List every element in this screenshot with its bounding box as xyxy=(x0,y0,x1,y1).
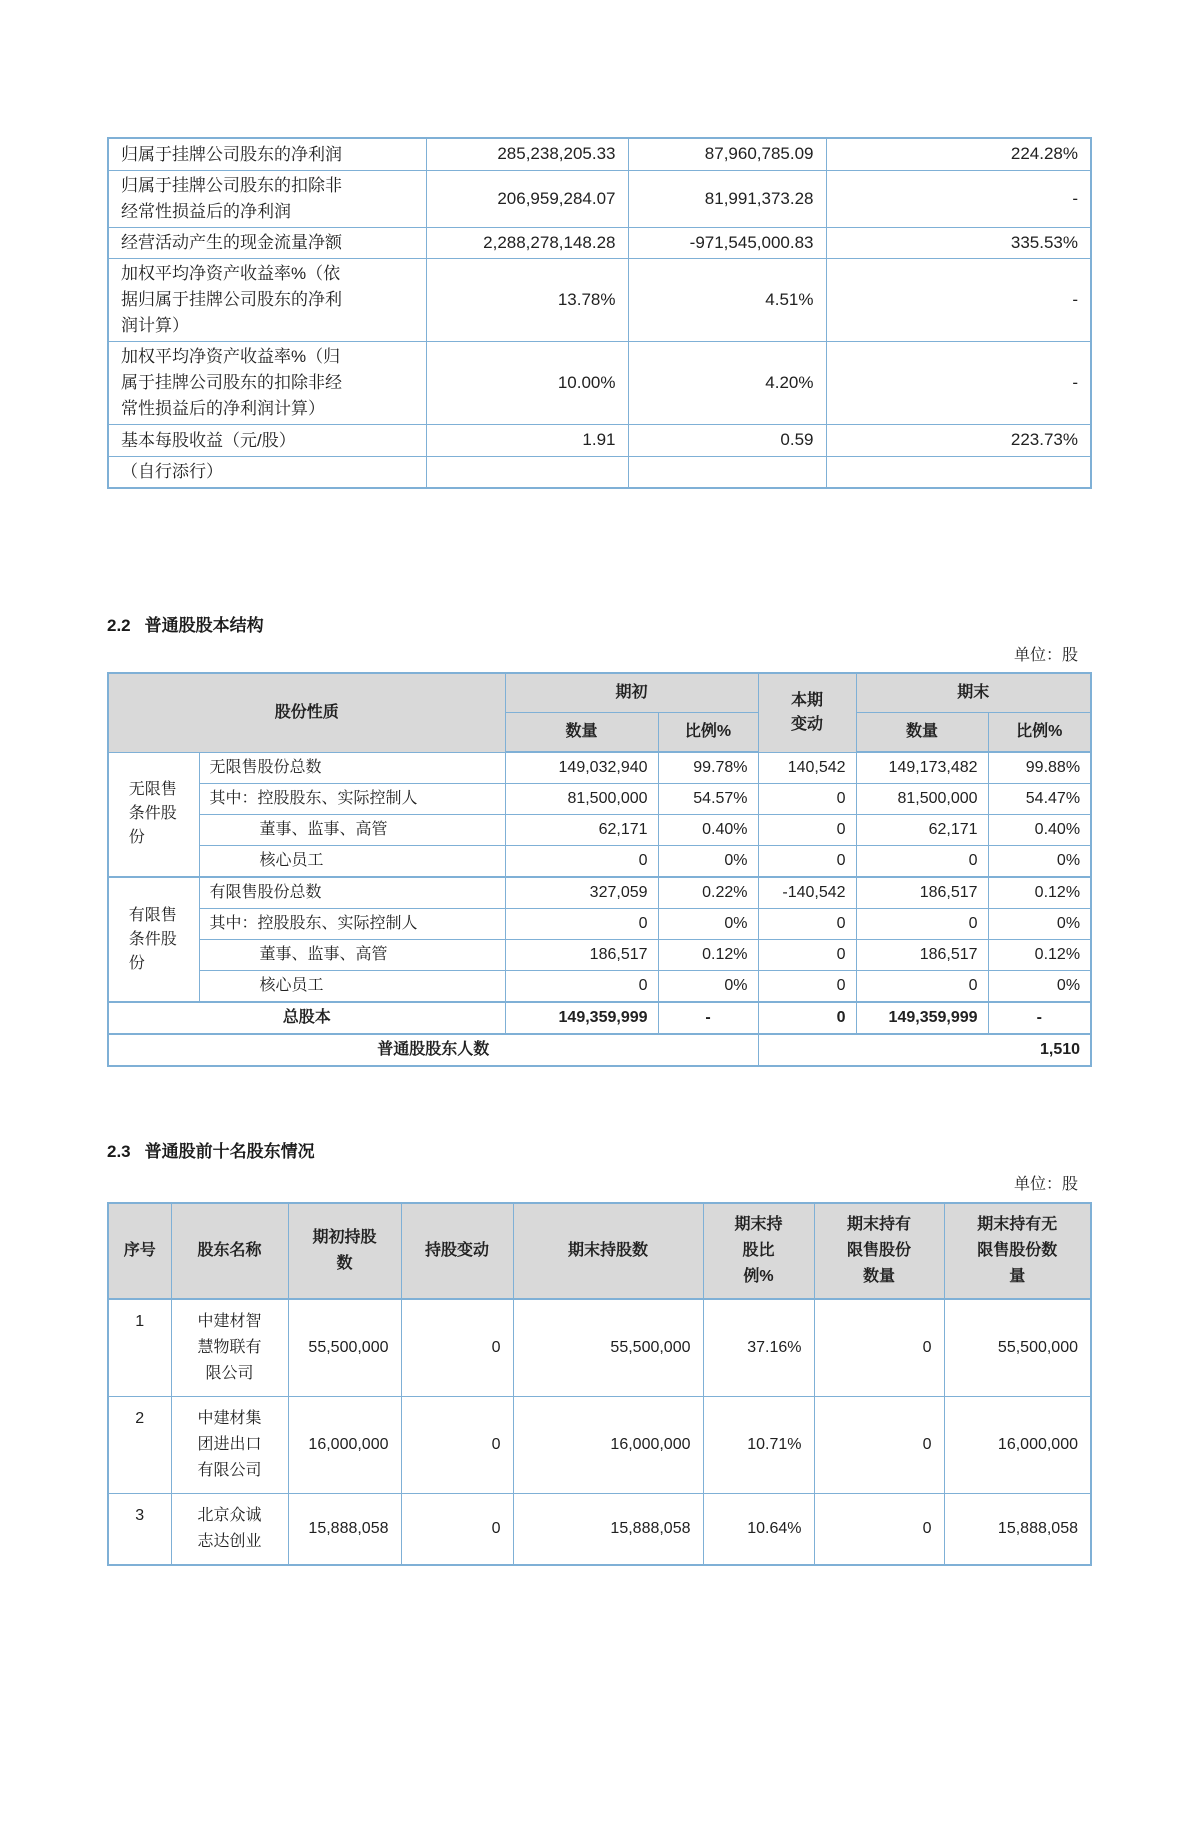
unit-note: 单位：股 xyxy=(1013,1176,1078,1194)
table-row xyxy=(108,170,1091,227)
header-shareholder-name: 股东名称 xyxy=(171,1203,288,1299)
table-row xyxy=(108,456,1091,488)
header-period-end: 期末 xyxy=(856,673,1091,713)
group-label: 有限售条件股份 xyxy=(128,906,177,972)
table-row xyxy=(108,259,1091,342)
value-cell: 55,500,000 xyxy=(944,1299,1091,1397)
header-final-pct xyxy=(703,1203,814,1299)
total-row xyxy=(108,1002,1091,1034)
metric-label: 经营活动产生的现金流量净额 xyxy=(121,233,342,253)
header-restricted-shares xyxy=(814,1203,944,1299)
value-cell: -140,542 xyxy=(758,877,856,909)
value-cell: - xyxy=(658,1002,758,1034)
value-cell: 0 xyxy=(758,846,856,878)
metric-label: 归属于挂牌公司股东的扣除非经常性损益后的净利润 xyxy=(121,175,342,221)
value-cell: 0.12% xyxy=(988,940,1091,971)
table-row xyxy=(108,815,1091,846)
metric-label: 归属于挂牌公司股东的净利润 xyxy=(121,144,342,164)
value-cell: 55,500,000 xyxy=(288,1299,401,1397)
value-cell: 10.71% xyxy=(703,1397,814,1494)
value-cell: 0 xyxy=(758,784,856,815)
value-cell: 0 xyxy=(505,971,658,1003)
value-cell: 0.22% xyxy=(658,877,758,909)
header-pct: 比例% xyxy=(658,713,758,753)
value-cell: 0 xyxy=(814,1397,944,1494)
metric-label-cell xyxy=(108,425,426,457)
value-cell: 0.12% xyxy=(658,940,758,971)
table-row xyxy=(108,940,1091,971)
table-row xyxy=(108,425,1091,457)
metric-label: 加权平均净资产收益率%（依据归属于挂牌公司股东的净利润计算） xyxy=(121,264,342,336)
value-cell: 16,000,000 xyxy=(513,1397,703,1494)
value-cell: 16,000,000 xyxy=(944,1397,1091,1494)
header-index: 序号 xyxy=(108,1203,171,1299)
value-cell: 0 xyxy=(856,846,988,878)
value-cell: 186,517 xyxy=(856,940,988,971)
value-cell: 0 xyxy=(758,909,856,940)
value-cell xyxy=(826,456,1091,488)
section-title: 普通股股本结构 xyxy=(144,616,264,636)
share-structure-table xyxy=(107,672,1092,1067)
top-shareholders-table xyxy=(107,1202,1092,1566)
header-final-shares: 期末持股数 xyxy=(513,1203,703,1299)
shareholder-name: 中建材集团进出口有限公司 xyxy=(197,1410,262,1480)
table-row xyxy=(108,971,1091,1003)
value-cell: 1.91 xyxy=(426,425,628,457)
metric-label: 加权平均净资产收益率%（归属于挂牌公司股东的扣除非经常性损益后的净利润计算） xyxy=(121,347,342,419)
metric-label: 基本每股收益（元/股） xyxy=(121,430,296,450)
value-cell: 99.78% xyxy=(658,752,758,784)
value-cell: 0 xyxy=(401,1397,513,1494)
value-cell: 149,359,999 xyxy=(505,1002,658,1034)
value-cell: 0% xyxy=(988,846,1091,878)
metric-label-cell xyxy=(108,259,426,342)
value-cell: 54.47% xyxy=(988,784,1091,815)
value-cell: 13.78% xyxy=(426,259,628,342)
index-cell: 1 xyxy=(108,1299,171,1397)
value-cell: - xyxy=(826,170,1091,227)
metric-label-cell xyxy=(108,456,426,488)
value-cell: 0.59 xyxy=(628,425,826,457)
value-cell: 55,500,000 xyxy=(513,1299,703,1397)
group-unrestricted-cell xyxy=(108,752,199,877)
header-period-begin: 期初 xyxy=(505,673,758,713)
group-label: 无限售条件股份 xyxy=(128,781,177,847)
header-pct: 比例% xyxy=(988,713,1091,753)
value-cell: 2,288,278,148.28 xyxy=(426,227,628,259)
header-share-nature: 股份性质 xyxy=(108,673,505,752)
value-cell: 327,059 xyxy=(505,877,658,909)
row-label-cell: 董事、监事、高管 xyxy=(199,815,505,846)
value-cell: 0 xyxy=(814,1299,944,1397)
header-initial-shares-label: 期初持股数 xyxy=(312,1229,377,1273)
value-cell: 285,238,205.33 xyxy=(426,138,628,170)
value-cell: 10.00% xyxy=(426,342,628,425)
value-cell: - xyxy=(988,1002,1091,1034)
value-cell: 0 xyxy=(401,1299,513,1397)
metric-label-cell xyxy=(108,227,426,259)
value-cell: 0.12% xyxy=(988,877,1091,909)
shareholder-name: 北京众诚志达创业 xyxy=(197,1507,262,1551)
table-row xyxy=(108,227,1091,259)
value-cell: 15,888,058 xyxy=(944,1494,1091,1566)
value-cell: 224.28% xyxy=(826,138,1091,170)
value-cell: 16,000,000 xyxy=(288,1397,401,1494)
index-cell: 3 xyxy=(108,1494,171,1566)
header-final-pct-label: 期末持股比例% xyxy=(734,1216,783,1286)
value-cell: 0% xyxy=(658,971,758,1003)
shareholder-name: 中建材智慧物联有限公司 xyxy=(197,1313,262,1383)
table-row xyxy=(108,877,1091,909)
value-cell: 149,359,999 xyxy=(856,1002,988,1034)
value-cell: 4.20% xyxy=(628,342,826,425)
header-share-change: 持股变动 xyxy=(401,1203,513,1299)
header-qty: 数量 xyxy=(856,713,988,753)
value-cell: 0% xyxy=(658,846,758,878)
row-label-cell: 无限售股份总数 xyxy=(199,752,505,784)
value-cell: 62,171 xyxy=(856,815,988,846)
row-label-cell: 董事、监事、高管 xyxy=(199,940,505,971)
header-initial-shares xyxy=(288,1203,401,1299)
row-label-cell: 核心员工 xyxy=(199,971,505,1003)
shareholder-row xyxy=(108,1494,1091,1566)
value-cell: 99.88% xyxy=(988,752,1091,784)
section-number: 2.3 xyxy=(107,1142,131,1162)
shareholder-name-cell xyxy=(171,1494,288,1566)
table-row xyxy=(108,846,1091,878)
header-unrestricted-shares xyxy=(944,1203,1091,1299)
value-cell: 0.40% xyxy=(988,815,1091,846)
value-cell: 140,542 xyxy=(758,752,856,784)
value-cell: -971,545,000.83 xyxy=(628,227,826,259)
metric-label-cell xyxy=(108,138,426,170)
value-cell: 0 xyxy=(758,971,856,1003)
section-2-3-heading xyxy=(107,1140,1090,1163)
section-number: 2.2 xyxy=(107,616,131,636)
table-row xyxy=(108,342,1091,425)
shareholder-name-cell xyxy=(171,1397,288,1494)
index-cell: 2 xyxy=(108,1397,171,1494)
report-page xyxy=(107,137,1090,1566)
value-cell: 0 xyxy=(758,815,856,846)
value-cell: 0 xyxy=(758,1002,856,1034)
value-cell xyxy=(426,456,628,488)
value-cell: 149,173,482 xyxy=(856,752,988,784)
value-cell: 186,517 xyxy=(856,877,988,909)
value-cell: 15,888,058 xyxy=(288,1494,401,1566)
holders-label-cell: 普通股股东人数 xyxy=(108,1034,758,1066)
header-unrestricted-shares-label: 期末持有无限售股份数量 xyxy=(977,1216,1058,1286)
value-cell: 0% xyxy=(988,909,1091,940)
value-cell: 186,517 xyxy=(505,940,658,971)
metric-label-cell xyxy=(108,342,426,425)
metric-label: （自行添行） xyxy=(121,462,223,482)
value-cell: 81,500,000 xyxy=(856,784,988,815)
value-cell: 62,171 xyxy=(505,815,658,846)
value-cell: 0 xyxy=(505,846,658,878)
table-row xyxy=(108,784,1091,815)
value-cell: 0% xyxy=(988,971,1091,1003)
header-period-change-label: 本期变动 xyxy=(791,691,824,733)
header-period-change xyxy=(758,673,856,752)
value-cell: 0 xyxy=(401,1494,513,1566)
value-cell: 37.16% xyxy=(703,1299,814,1397)
value-cell: 149,032,940 xyxy=(505,752,658,784)
value-cell: 206,959,284.07 xyxy=(426,170,628,227)
header-qty: 数量 xyxy=(505,713,658,753)
shareholder-name-cell xyxy=(171,1299,288,1397)
value-cell: 0.40% xyxy=(658,815,758,846)
total-label-cell: 总股本 xyxy=(108,1002,505,1034)
header-restricted-shares-label: 期末持有限售股份数量 xyxy=(846,1216,911,1286)
value-cell: 335.53% xyxy=(826,227,1091,259)
shareholder-row xyxy=(108,1397,1091,1494)
header-row xyxy=(108,673,1091,713)
value-cell: 223.73% xyxy=(826,425,1091,457)
value-cell xyxy=(628,456,826,488)
value-cell: 87,960,785.09 xyxy=(628,138,826,170)
table-row xyxy=(108,909,1091,940)
unit-note: 单位：股 xyxy=(1013,647,1078,665)
row-label-cell: 核心员工 xyxy=(199,846,505,878)
table-row xyxy=(108,752,1091,784)
value-cell: 0 xyxy=(505,909,658,940)
value-cell: 0 xyxy=(758,940,856,971)
value-cell: - xyxy=(826,259,1091,342)
value-cell: 0% xyxy=(658,909,758,940)
holders-row xyxy=(108,1034,1091,1066)
value-cell: 54.57% xyxy=(658,784,758,815)
table-row xyxy=(108,138,1091,170)
value-cell: 15,888,058 xyxy=(513,1494,703,1566)
row-label-cell: 有限售股份总数 xyxy=(199,877,505,909)
value-cell: 4.51% xyxy=(628,259,826,342)
value-cell: - xyxy=(826,342,1091,425)
section-2-2-heading xyxy=(107,614,1090,637)
value-cell: 0 xyxy=(856,909,988,940)
value-cell: 0 xyxy=(856,971,988,1003)
holders-value-cell: 1,510 xyxy=(758,1034,1091,1066)
key-financials-table xyxy=(107,137,1092,489)
header-row xyxy=(108,1203,1091,1299)
shareholder-row xyxy=(108,1299,1091,1397)
row-label-cell: 其中：控股股东、实际控制人 xyxy=(199,784,505,815)
group-restricted-cell xyxy=(108,877,199,1002)
row-label-cell: 其中：控股股东、实际控制人 xyxy=(199,909,505,940)
metric-label-cell xyxy=(108,170,426,227)
value-cell: 81,991,373.28 xyxy=(628,170,826,227)
value-cell: 81,500,000 xyxy=(505,784,658,815)
section-title: 普通股前十名股东情况 xyxy=(144,1142,315,1162)
value-cell: 10.64% xyxy=(703,1494,814,1566)
value-cell: 0 xyxy=(814,1494,944,1566)
